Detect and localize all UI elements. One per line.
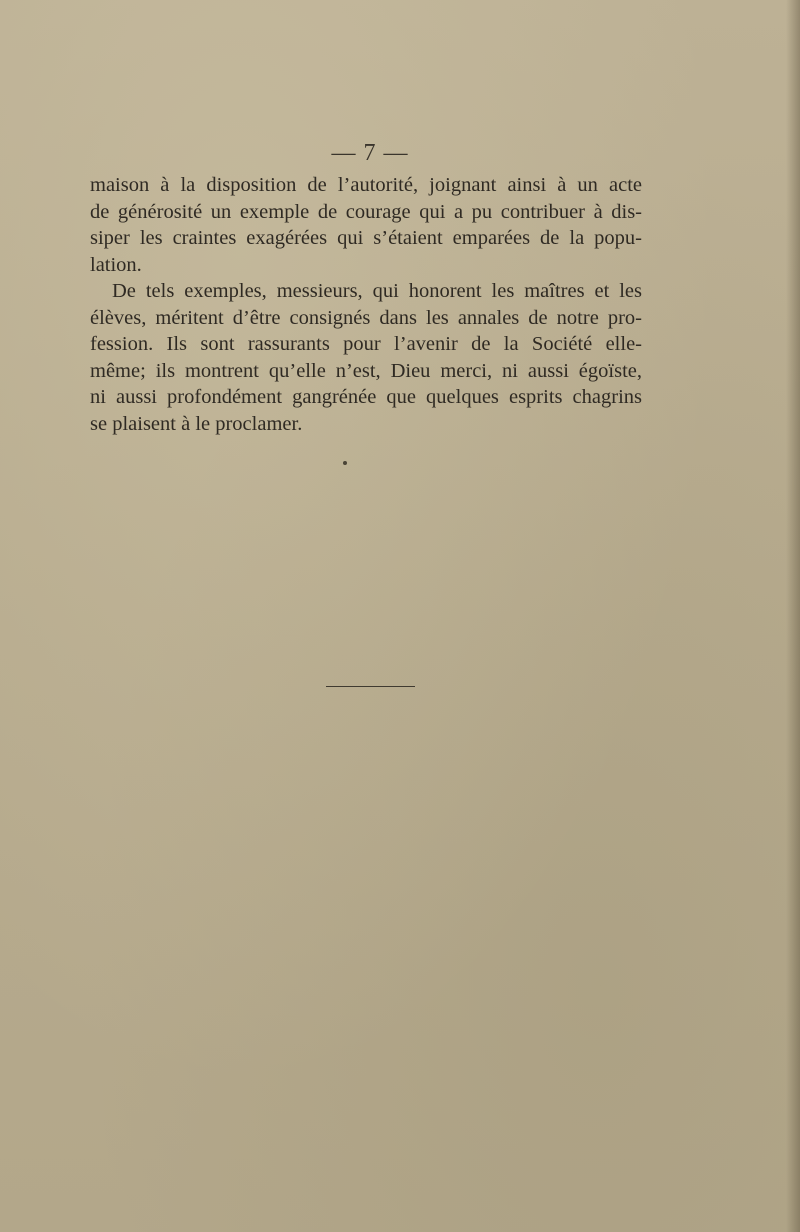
text-line: même; ils montrent qu’elle n’est, Dieu merci, ni aussi égoïste,	[90, 359, 642, 382]
text-line: se plaisent à le proclamer.	[90, 412, 303, 435]
page-number: — 7 —	[331, 140, 409, 166]
paragraph-1	[90, 172, 642, 278]
text-line: ni aussi profondément gangrénée que quelques esprits chagrins	[90, 386, 642, 408]
body-text	[90, 172, 642, 437]
page-edge-shadow	[786, 0, 800, 1232]
text-line: siper les craintes exagérées qui s’étaient emparées de la popu-	[90, 227, 642, 249]
text-line: maison à la disposition de l’autorité, joignant ainsi à un acte	[90, 174, 642, 196]
paragraph-2	[90, 278, 642, 437]
text-line: lation.	[90, 253, 142, 276]
text-line: De tels exemples, messieurs, qui honorent les maîtres et les	[112, 280, 642, 302]
text-line: de générosité un exemple de courage qui a pu contribuer à dis-	[90, 200, 642, 223]
text-line: fession. Ils sont rassurants pour l’avenir de la Société elle-	[90, 333, 642, 355]
end-rule	[326, 686, 415, 687]
text-line: élèves, méritent d’être consignés dans les annales de notre pro-	[90, 306, 642, 329]
ink-speck	[343, 461, 347, 465]
